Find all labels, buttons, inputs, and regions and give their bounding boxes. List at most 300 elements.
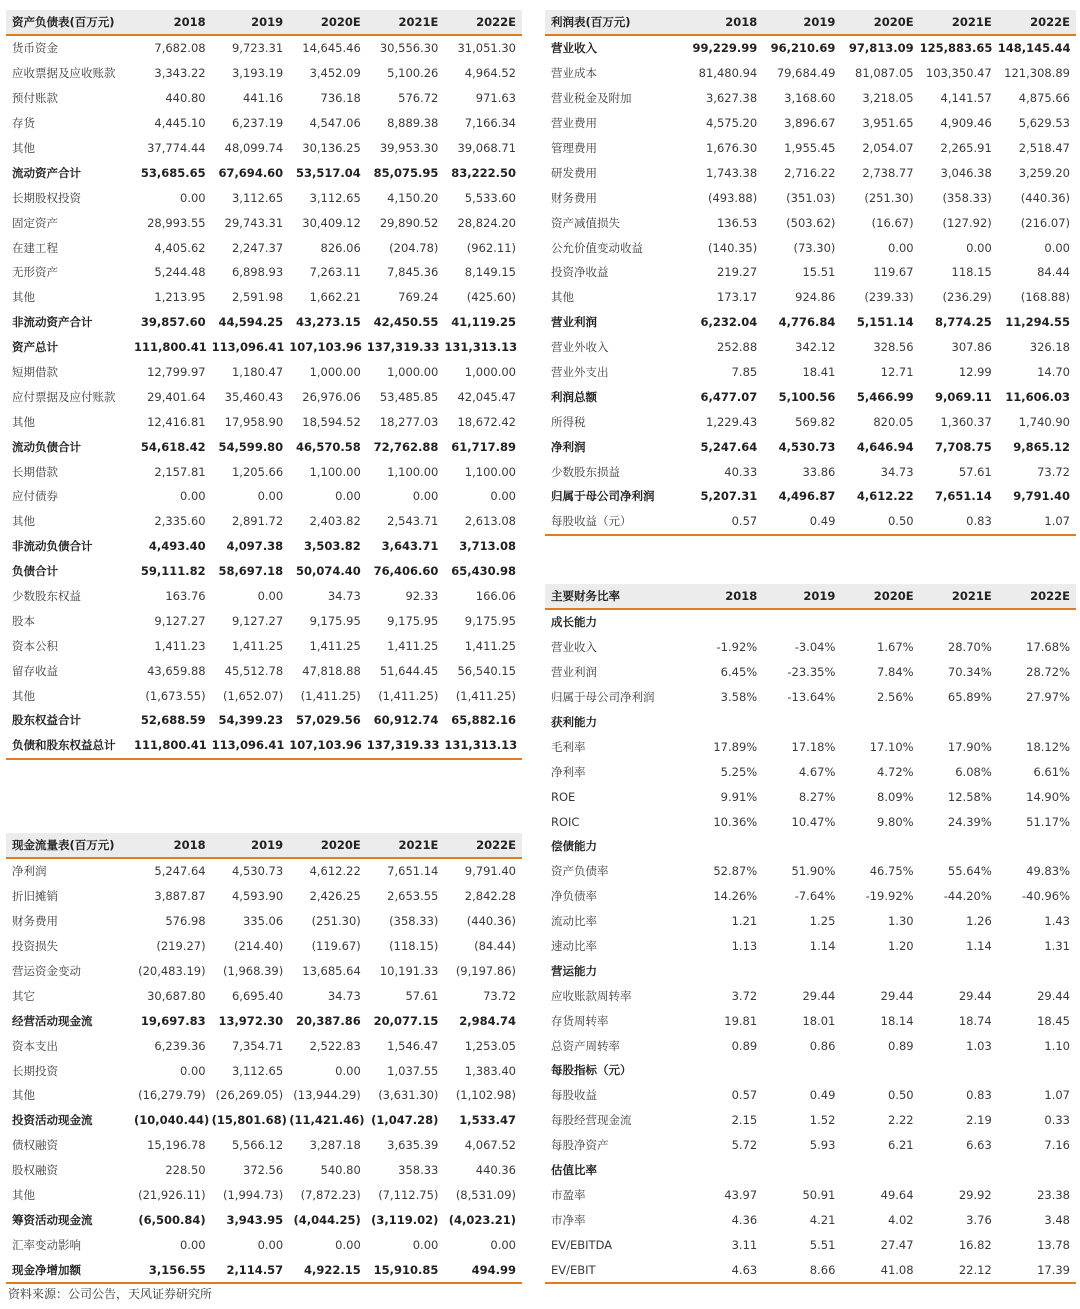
row-label: 在建工程 xyxy=(12,240,58,255)
cell-value: 9,791.40 xyxy=(464,864,516,879)
cell-value: 4.72% xyxy=(877,764,914,779)
cell-value: 49.83% xyxy=(1026,864,1070,879)
cell-value: 0.00 xyxy=(490,489,516,504)
cell-value: 7.16 xyxy=(1044,1138,1070,1153)
cell-value: 19.81 xyxy=(724,1013,758,1028)
cell-value: 121,308.89 xyxy=(1004,66,1070,81)
section-row xyxy=(545,710,1076,735)
cell-value xyxy=(685,958,763,983)
cell-value: 4,405.62 xyxy=(154,240,206,255)
financial-ratios-table xyxy=(545,584,1076,1284)
table-row xyxy=(545,884,1076,909)
cell-value: 307.86 xyxy=(951,340,992,355)
cell-value: 50.91 xyxy=(802,1187,836,1202)
table-title: 主要财务比率 xyxy=(545,584,685,609)
cell-value: 1,000.00 xyxy=(309,365,361,380)
cell-value: 9,069.11 xyxy=(935,389,992,404)
table-row xyxy=(545,759,1076,784)
cell-value: 576.98 xyxy=(165,914,206,929)
cell-value: 1.25 xyxy=(809,914,836,929)
cell-value: (7,112.75) xyxy=(378,1188,439,1203)
row-label: 每股净资产 xyxy=(551,1138,609,1153)
cell-value: 137,319.33 xyxy=(367,733,445,759)
cell-value: 0.00 xyxy=(1044,240,1070,255)
cell-value: 5,566.12 xyxy=(231,1138,284,1153)
cell-value: 1,955.45 xyxy=(784,141,836,155)
cell-value: 1,205.66 xyxy=(231,464,284,479)
cell-value: (1,652.07) xyxy=(223,688,284,703)
cell-value: 440.80 xyxy=(165,91,206,106)
cell-value: 8,149.15 xyxy=(464,265,516,280)
column-header: 2022E xyxy=(998,584,1076,609)
cell-value: (1,994.73) xyxy=(223,1188,284,1203)
table-row xyxy=(6,633,522,658)
table-row xyxy=(545,685,1076,710)
cell-value: 4,067.52 xyxy=(464,1138,516,1153)
table-row xyxy=(6,1133,522,1158)
row-label: 资本公积 xyxy=(12,638,58,653)
table-row xyxy=(6,1008,522,1033)
table-row xyxy=(6,61,522,86)
cell-value: 111,800.41 xyxy=(134,733,212,759)
table-row xyxy=(6,1108,522,1133)
cell-value: 79,684.49 xyxy=(776,66,836,81)
table-row xyxy=(6,1183,522,1208)
cell-value: (6,500.84) xyxy=(138,1212,206,1227)
cell-value: 0.00 xyxy=(335,1063,361,1078)
row-label: 其他 xyxy=(12,141,35,155)
row-label: 毛利率 xyxy=(551,739,586,754)
cell-value: 15,196.78 xyxy=(147,1138,206,1153)
cell-value: 0.00 xyxy=(257,1237,284,1252)
cell-value: 1,411.25 xyxy=(231,638,284,653)
cell-value: (118.15) xyxy=(389,939,439,954)
cell-value: 53,485.85 xyxy=(379,389,439,404)
cell-value: 2,114.57 xyxy=(212,1257,290,1283)
row-label: 货币资金 xyxy=(12,41,58,56)
cell-value: (1,673.55) xyxy=(145,688,206,703)
column-header: 2019 xyxy=(212,10,290,35)
cell-value: 1,546.47 xyxy=(387,1038,439,1053)
row-label: 长期借款 xyxy=(12,464,58,479)
cell-value: 14.26% xyxy=(713,889,758,904)
cell-value: 12.71 xyxy=(880,365,914,380)
table-row xyxy=(6,658,522,683)
row-label: 短期借款 xyxy=(12,365,58,380)
column-header: 2021E xyxy=(920,10,998,35)
row-label: 经营活动现金流 xyxy=(12,1013,93,1028)
table-row xyxy=(545,459,1076,484)
cell-value: 10.36% xyxy=(713,814,758,829)
row-label: 少数股东损益 xyxy=(551,464,620,479)
cell-value: (503.62) xyxy=(786,215,836,230)
cell-value: 43,659.88 xyxy=(147,663,206,678)
cell-value: 46.75% xyxy=(869,864,914,879)
cell-value: 2,247.37 xyxy=(231,240,284,255)
cell-value: 18,277.03 xyxy=(379,414,439,429)
cell-value: 10,191.33 xyxy=(379,964,439,978)
cell-value xyxy=(841,958,919,983)
cell-value: 4,646.94 xyxy=(856,439,914,454)
cell-value: 81,087.05 xyxy=(855,66,914,81)
cell-value xyxy=(998,1158,1076,1183)
cell-value: 4,141.57 xyxy=(940,91,992,106)
cell-value: 0.00 xyxy=(335,489,361,504)
cell-value: 3,112.65 xyxy=(231,190,284,205)
row-label: 净利润 xyxy=(551,439,586,454)
cell-value: 9.80% xyxy=(877,814,914,829)
cell-value: 0.57 xyxy=(731,1088,758,1103)
table-row xyxy=(6,310,522,335)
row-label: 估值比率 xyxy=(551,1163,597,1178)
cell-value: 2,613.08 xyxy=(464,514,516,529)
cell-value: 3,503.82 xyxy=(304,539,361,554)
column-header: 2022E xyxy=(444,833,522,858)
cell-value: -40.96% xyxy=(1022,889,1070,904)
row-label: 债权融资 xyxy=(12,1138,58,1153)
row-label: 汇率变动影响 xyxy=(12,1237,81,1252)
cell-value: 57,029.56 xyxy=(296,713,361,728)
row-label: 流动资产合计 xyxy=(12,165,81,180)
cell-value: 24.39% xyxy=(947,814,992,829)
cell-value: 7.85 xyxy=(731,365,758,380)
cell-value: 3,168.60 xyxy=(784,91,836,106)
cell-value: (251.30) xyxy=(864,190,914,205)
cell-value: 5,244.48 xyxy=(154,265,206,280)
cell-value xyxy=(920,1058,998,1083)
cell-value: 8.27% xyxy=(798,789,836,804)
cell-value: 2,426.25 xyxy=(309,889,361,904)
cell-value: 9,723.31 xyxy=(231,41,284,56)
column-header: 2020E xyxy=(289,10,367,35)
row-label: 营业收入 xyxy=(551,41,597,56)
cell-value: 9,175.95 xyxy=(309,613,361,628)
cell-value xyxy=(841,834,919,859)
section-row xyxy=(545,958,1076,983)
column-header: 2021E xyxy=(920,584,998,609)
cell-value xyxy=(998,958,1076,983)
cell-value: (168.88) xyxy=(1020,290,1070,305)
table-row xyxy=(545,136,1076,161)
table-row xyxy=(545,509,1076,535)
table-row xyxy=(6,509,522,534)
column-header: 2022E xyxy=(998,10,1076,35)
cell-value: 6,237.19 xyxy=(231,116,284,131)
row-label: 存货周转率 xyxy=(551,1013,609,1028)
cell-value: 3.58% xyxy=(720,690,758,705)
cell-value: 12,799.97 xyxy=(147,365,206,380)
row-label: 营业成本 xyxy=(551,66,597,81)
cell-value: 4,445.10 xyxy=(154,116,206,131)
cell-value: 29,890.52 xyxy=(379,215,439,230)
cell-value: 20,387.86 xyxy=(296,1013,361,1028)
cell-value: (204.78) xyxy=(389,240,439,255)
table-row xyxy=(6,409,522,434)
cell-value: 2,157.81 xyxy=(154,464,206,479)
cell-value: 10.47% xyxy=(791,814,836,829)
cell-value xyxy=(841,710,919,735)
cell-value: 9,175.95 xyxy=(387,613,439,628)
row-label: 净利率 xyxy=(551,764,586,779)
table-row xyxy=(545,86,1076,111)
table-row xyxy=(6,1083,522,1108)
cell-value: 2.15 xyxy=(731,1113,758,1128)
cell-value: 3,218.05 xyxy=(862,91,914,106)
cell-value: 3,287.18 xyxy=(309,1138,361,1153)
table-row xyxy=(6,559,522,584)
cell-value: 0.00 xyxy=(179,489,206,504)
table-row xyxy=(545,1232,1076,1257)
table-header-row xyxy=(6,833,522,858)
row-label: 股本 xyxy=(12,613,35,628)
cell-value: 2,591.98 xyxy=(231,290,284,305)
row-label: 速动比率 xyxy=(551,939,597,954)
cell-value: (440.36) xyxy=(1020,190,1070,205)
column-header: 2018 xyxy=(134,10,212,35)
cell-value: (4,044.25) xyxy=(293,1212,361,1227)
cell-value: 44,594.25 xyxy=(218,315,284,330)
cell-value xyxy=(998,1058,1076,1083)
cell-value: 0.00 xyxy=(412,489,439,504)
table-row xyxy=(6,335,522,360)
table-row xyxy=(545,983,1076,1008)
cell-value: 14.70 xyxy=(1037,365,1070,380)
table-row xyxy=(6,210,522,235)
cell-value: 31,051.30 xyxy=(457,41,516,56)
row-label: 资产总计 xyxy=(12,340,58,355)
cell-value: 3,112.65 xyxy=(309,190,361,205)
table-row xyxy=(545,384,1076,409)
table-row xyxy=(545,235,1076,260)
cell-value: (425.60) xyxy=(466,290,516,305)
cell-value: 28.70% xyxy=(947,640,992,655)
cell-value: (1,411.25) xyxy=(300,688,361,703)
cell-value: 2,891.72 xyxy=(231,514,284,529)
cell-value: (1,411.25) xyxy=(455,688,516,703)
cell-value: 5,247.64 xyxy=(700,439,758,454)
table-row xyxy=(545,111,1076,136)
cell-value: 28,993.55 xyxy=(147,215,206,230)
cell-value: 1,229.43 xyxy=(705,414,758,429)
row-label: 其他 xyxy=(12,290,35,305)
cell-value: 5,533.60 xyxy=(464,190,516,205)
cell-value: 971.63 xyxy=(475,91,516,106)
table-row xyxy=(545,285,1076,310)
cell-value: 131,313.13 xyxy=(444,340,518,355)
cell-value: 3,112.65 xyxy=(231,1063,284,1078)
cell-value: -44.20% xyxy=(943,889,992,904)
cell-value: 27.97% xyxy=(1026,690,1070,705)
cell-value: 19,697.83 xyxy=(140,1013,206,1028)
cell-value: (10,040.44) xyxy=(134,1113,210,1128)
cell-value: 37,774.44 xyxy=(147,141,206,155)
cell-value: 8.09% xyxy=(877,789,914,804)
table-row xyxy=(6,160,522,185)
cell-value: 113,096.41 xyxy=(212,733,290,759)
row-label: 长期投资 xyxy=(12,1063,58,1078)
table-row xyxy=(6,260,522,285)
cell-value: 65.89% xyxy=(947,690,992,705)
row-label: 非流动负债合计 xyxy=(12,539,93,554)
cell-value: 2,335.60 xyxy=(154,514,206,529)
cell-value: 0.00 xyxy=(179,1063,206,1078)
cell-value xyxy=(841,1058,919,1083)
cell-value: 1.21 xyxy=(731,914,758,929)
cell-value: 99,229.99 xyxy=(692,41,758,56)
cell-value: 18.01 xyxy=(802,1013,836,1028)
cell-value: 1.07 xyxy=(1044,1088,1070,1103)
row-label: 管理费用 xyxy=(551,141,597,155)
cell-value: 53,517.04 xyxy=(296,165,361,180)
cell-value: 13,972.30 xyxy=(218,1013,284,1028)
cell-value: 9,865.12 xyxy=(1013,439,1070,454)
cell-value: 85,075.95 xyxy=(373,165,439,180)
cell-value: 0.00 xyxy=(887,240,914,255)
cell-value: 29.44 xyxy=(958,988,992,1003)
table-row xyxy=(545,784,1076,809)
cell-value xyxy=(685,1158,763,1183)
table-row xyxy=(545,934,1076,959)
row-label: 营业利润 xyxy=(551,665,597,680)
row-label: 资本支出 xyxy=(12,1038,58,1053)
cell-value: 131,313.13 xyxy=(444,733,522,759)
row-label: 营业费用 xyxy=(551,116,597,131)
table-row xyxy=(6,1207,522,1232)
cell-value: 84.44 xyxy=(1037,265,1070,280)
row-label: 营业外收入 xyxy=(551,340,609,355)
row-label: 少数股东权益 xyxy=(12,589,81,604)
cell-value: (127.92) xyxy=(942,215,992,230)
cell-value: 441.16 xyxy=(242,91,284,106)
row-label: 长期股权投资 xyxy=(12,190,81,205)
cell-value: 41,119.25 xyxy=(451,315,516,330)
income-statement-table xyxy=(545,10,1076,536)
cell-value xyxy=(763,1058,841,1083)
cell-value: 1,100.00 xyxy=(464,464,516,479)
cell-value: 5.93 xyxy=(809,1138,836,1153)
table-row xyxy=(6,934,522,959)
cell-value: (1,102.98) xyxy=(455,1088,516,1103)
cell-value: 2,522.83 xyxy=(309,1038,361,1053)
cell-value: 65,430.98 xyxy=(451,564,516,579)
cell-value: 34.73 xyxy=(327,988,361,1003)
cell-value: 13,685.64 xyxy=(302,964,361,978)
row-label: 应收账款周转率 xyxy=(551,988,632,1003)
cell-value: (251.30) xyxy=(311,914,361,929)
table-row xyxy=(6,884,522,909)
cell-value: (1,411.25) xyxy=(378,688,439,703)
table-row xyxy=(545,160,1076,185)
cell-value: 0.00 xyxy=(966,240,992,255)
table-row xyxy=(6,909,522,934)
table-row xyxy=(6,434,522,459)
cell-value: 7,682.08 xyxy=(154,41,206,56)
cell-value: 1.67% xyxy=(877,640,914,655)
column-header: 2022E xyxy=(444,10,522,35)
row-label: EV/EBIT xyxy=(545,1257,685,1283)
cell-value: 50,074.40 xyxy=(296,564,361,579)
cell-value: 6.61% xyxy=(1033,764,1070,779)
cell-value xyxy=(998,710,1076,735)
cell-value: 4,530.73 xyxy=(778,439,836,454)
cell-value: 57.61 xyxy=(405,988,439,1003)
cell-value: 4,964.52 xyxy=(464,66,516,81)
cell-value: 17.39 xyxy=(998,1257,1076,1283)
cell-value: 1,100.00 xyxy=(309,464,361,479)
cell-value: 6.45% xyxy=(720,665,758,680)
row-label: 无形资产 xyxy=(12,265,58,280)
cell-value: 6,239.36 xyxy=(154,1038,206,1053)
cell-value: 29.44 xyxy=(1037,988,1070,1003)
column-header: 2020E xyxy=(841,10,919,35)
cell-value: 3,452.09 xyxy=(309,66,361,81)
cell-value: 4,530.73 xyxy=(231,864,284,879)
section-row xyxy=(545,609,1076,635)
cell-value xyxy=(685,834,763,859)
cell-value: 29.44 xyxy=(802,988,836,1003)
row-label: 股东权益合计 xyxy=(12,713,81,728)
table-row xyxy=(6,1232,522,1257)
cell-value: 1.43 xyxy=(1044,914,1070,929)
cell-value: 0.83 xyxy=(920,509,998,535)
row-label: 留存收益 xyxy=(12,663,58,678)
cell-value: (493.88) xyxy=(707,190,758,205)
cell-value: 4,612.22 xyxy=(309,864,361,879)
cell-value: 11,606.03 xyxy=(1005,389,1070,404)
cell-value: 3,635.39 xyxy=(387,1138,439,1153)
table-row xyxy=(545,1182,1076,1207)
table-row xyxy=(6,1257,522,1283)
cell-value: 6,898.93 xyxy=(231,265,284,280)
cell-value: 12.58% xyxy=(947,789,992,804)
table-row xyxy=(545,409,1076,434)
table-row xyxy=(6,584,522,609)
cell-value: 65,882.16 xyxy=(451,713,516,728)
cell-value xyxy=(920,710,998,735)
cell-value: 3.72 xyxy=(731,988,758,1003)
row-label: 利润总额 xyxy=(551,389,597,404)
cell-value: 252.88 xyxy=(716,340,758,355)
cell-value: 43.97 xyxy=(724,1187,758,1202)
column-header: 2021E xyxy=(367,10,445,35)
table-row xyxy=(6,733,522,759)
cell-value: -7.64% xyxy=(794,889,836,904)
cell-value: 4.67% xyxy=(798,764,836,779)
cell-value xyxy=(763,1158,841,1183)
cell-value: 18,594.52 xyxy=(302,414,361,429)
cell-value: 30,409.12 xyxy=(302,215,361,230)
cell-value: 49.64 xyxy=(880,1187,914,1202)
cell-value: 4,493.40 xyxy=(148,539,206,554)
cell-value: 15.51 xyxy=(802,265,836,280)
cell-value: 228.50 xyxy=(165,1163,206,1178)
cell-value: -13.64% xyxy=(787,690,836,705)
cell-value: 55.64% xyxy=(947,864,992,879)
cell-value: 54,399.23 xyxy=(218,713,284,728)
cell-value: 42,045.47 xyxy=(457,389,516,404)
row-label: 投资损失 xyxy=(12,939,58,954)
cell-value: 5.25% xyxy=(720,764,758,779)
cell-value: 12.99 xyxy=(958,365,992,380)
cell-value: 0.00 xyxy=(335,1237,361,1252)
cell-value: 2,984.74 xyxy=(459,1013,516,1028)
cell-value: 33.86 xyxy=(802,464,836,479)
cell-value: 113,096.41 xyxy=(211,340,285,355)
cell-value xyxy=(920,1158,998,1183)
cell-value: 3,887.87 xyxy=(154,889,206,904)
cell-value: (3,631.30) xyxy=(378,1088,439,1103)
cell-value: 3,343.22 xyxy=(154,66,206,81)
